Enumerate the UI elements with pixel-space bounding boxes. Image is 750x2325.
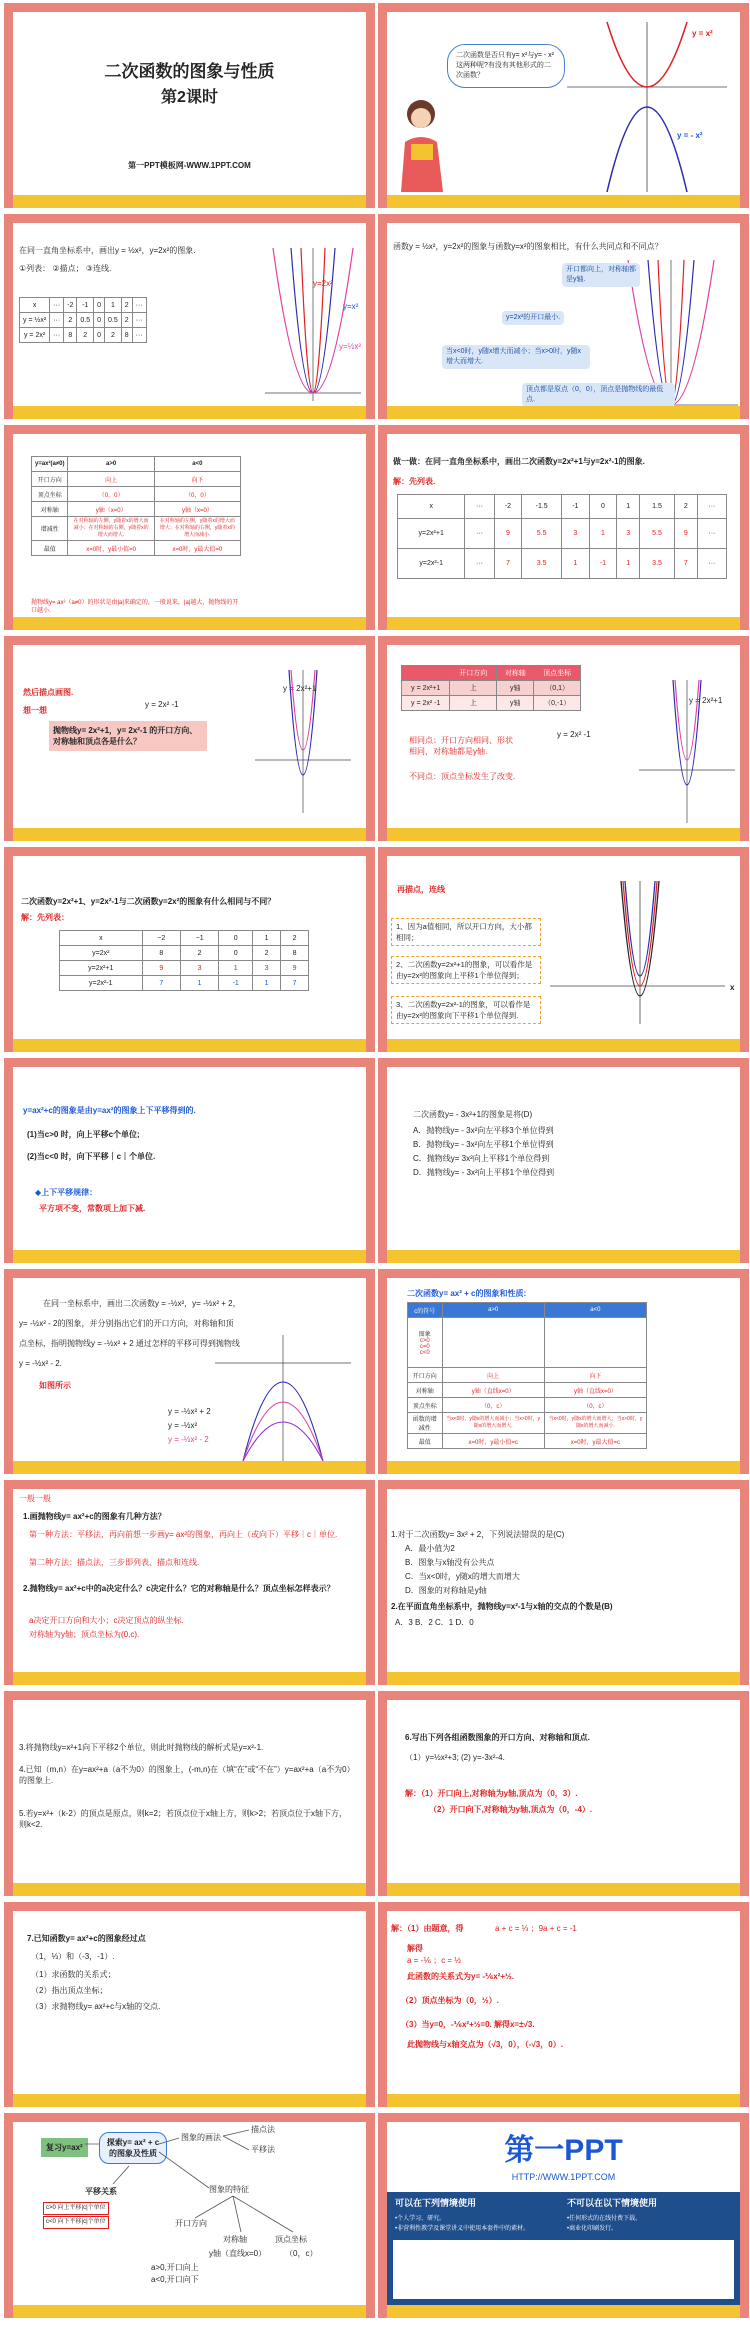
part-2: （2）指出顶点坐标； [31, 1986, 108, 1995]
options-2: A．3 B．2 C．1 D．0 [395, 1618, 474, 1627]
parabola-graph [253, 665, 353, 815]
rule-down: (2)当c<0 时，向下平移｜c｜个单位. [27, 1152, 156, 1161]
option-a: A．抛物线y= - 3x²向左平移3个单位得到 [413, 1126, 554, 1135]
label-x2: y=x² [343, 302, 359, 311]
label-y-neg-x2: y = - x² [677, 131, 703, 140]
slide-2 [378, 3, 749, 208]
can-title: 可以在下列情境使用 [395, 2198, 477, 2208]
question-box: 抛物线y= 2x²+1，y= 2x²-1 的开口方向、对称轴和顶点各是什么？ [49, 721, 207, 751]
option-d: D．抛物线y= - 3x²向上平移1个单位得到 [413, 1168, 555, 1177]
problem-line-4: y = -½x² - 2. [19, 1359, 62, 1368]
open-node: 开口方向 [175, 2219, 207, 2228]
answer-method-1: 第一种方法：平移法，再向前想一步画y= ax²的图象，再向上（或向下）平移｜c｜单位. [29, 1530, 338, 1539]
equation-system: a + c = ⅓ ；9a + c = -1 [495, 1924, 577, 1933]
slide-8 [378, 636, 749, 841]
point-1: 1、因为a值相同，所以开口方向，大小都相同； [391, 918, 541, 946]
table-title: 二次函数y= ax² + c的图象和性质: [407, 1289, 527, 1298]
question-text: 函数y = ½x²，y=2x²的图象与函数y=x²的图象相比，有什么共同点和不同点？ [393, 242, 663, 251]
slide-18 [378, 1691, 749, 1896]
question-1: 1.对于二次函数y= 3x² + 2，下列说法错误的是(C) [391, 1530, 565, 1539]
rule-up: (1)当c>0 时，向上平移c个单位; [27, 1130, 140, 1139]
same-text: 相同点：开口方向相同、形状相同，对称轴都是y轴. [409, 736, 513, 756]
label-minus2: y = -½x² - 2 [168, 1435, 209, 1444]
think-label: 想一想 [23, 706, 47, 715]
draw-node: 图象的画法 [181, 2133, 221, 2142]
label-2x2: y=2x² [313, 279, 333, 288]
question-6: 6.写出下列各组函数图象的开口方向、对称轴和顶点. [405, 1733, 590, 1742]
label-plus2: y = -½x² + 2 [168, 1407, 211, 1416]
slide-9 [4, 847, 375, 1052]
slide-12 [378, 1058, 749, 1263]
part-3: （3）求抛物线y= ax²+c与x轴的交点. [31, 2002, 161, 2011]
comparison-table: 开口方向 对称轴 顶点坐标 y = 2x²+1 上 y轴 （0,1） y = 2x² -1 上 y轴 （0,-1） [401, 665, 581, 711]
slide-6 [378, 425, 749, 630]
callout-narrowest: y=2x²的开口最小. [502, 311, 564, 325]
intro-text: 在同一直角坐标系中，画出y = ½x²，y=2x²的图象. [19, 246, 196, 255]
slide-22 [378, 2113, 749, 2318]
question-5: 5.若y=x²+（k-2）的顶点是原点，则k=2；若顶点位于x轴上方，则k>2；若顶点位于x轴下方，则k<2. [19, 1809, 348, 1829]
can-item-1: •个人学习、研究。 [395, 2216, 446, 2222]
logo-url: HTTP://WWW.1PPT.COM [511, 2172, 616, 2182]
relation-node: 平移关系 [85, 2187, 117, 2196]
can-item-2: •非营利性教学及课堂讲义中使用本套件中的素材。 [395, 2226, 530, 2232]
vertex-value: （0，c） [285, 2249, 318, 2258]
parts-text: （1）y=½x²+3; (2) y=-3x²-4. [405, 1753, 505, 1762]
question-3: 3.将抛物线y=x²+1向下平移2个单位，则此时抛物线的解析式是y=x²-1. [19, 1743, 264, 1752]
answer-2: （2）开口向下,对称轴为y轴,顶点为（0，-4）. [429, 1805, 593, 1814]
slide-10 [378, 847, 749, 1052]
answer-label: 解：先列表： [21, 913, 69, 922]
function-result: 此函数的关系式为y= -⅙x²+½. [407, 1972, 514, 1981]
answer-2b: 对称轴为y轴；顶点坐标为(0,c). [29, 1630, 140, 1639]
teacher-illustration [393, 92, 453, 192]
value-table: x ··· -2 -1.5 -1 0 1 1.5 2 ··· y=2x²+1 ··· 9 5.5 3 1 3 5.5 9 ··· y=2x²-1 ··· 7 3.5 1 -1 1 3.5 7 ··· [397, 494, 727, 579]
slide-subtitle: 第2课时 [161, 89, 218, 106]
label-y-x2: y = x² [692, 29, 713, 38]
figure-note: 如图所示 [39, 1381, 71, 1390]
question-2: 2.抛物线y= ax²+c中的a决定什么？c决定什么？它的对称轴是什么？顶点坐标怎样表示？ [23, 1584, 335, 1593]
points-text: （1，⅓）和（-3，-1）. [31, 1952, 115, 1961]
x-axis-label: x [730, 983, 735, 992]
question-text: 二次函数y= - 3x²+1的图象是将(D) [413, 1110, 533, 1119]
option-a: A．最小值为2 [405, 1544, 455, 1553]
label-2x2-plus1: y = 2x²+1 [689, 696, 723, 705]
parabola-graph [545, 876, 735, 1026]
slide-13 [4, 1269, 375, 1474]
question-2: 2.在平面直角坐标系中，抛物线y=x²-1与x轴的交点的个数是(B) [391, 1602, 613, 1611]
axis-value: y轴（直线x=0） [209, 2249, 267, 2258]
slide-16 [378, 1480, 749, 1685]
cannot-title: 不可以在以下情境使用 [567, 2198, 658, 2208]
question-4: 4.已知（m,n）在y=ax²+a（a不为0）的图象上，(-m,n)在（填“在”或“不在”）y=ax²+a（a不为0）的图象上. [19, 1765, 351, 1785]
answer-2a: a决定开口方向和大小；c决定顶点的纵坐标. [29, 1616, 184, 1625]
method-1: 描点法 [251, 2125, 275, 2134]
steps-text: ①列表： ②描点； ③连线. [19, 264, 112, 273]
label-half-x2: y=½x² [339, 342, 362, 351]
solution-values: a = -⅙ ；c = ½ [407, 1956, 461, 1965]
rule-title: ◆上下平移规律： [35, 1188, 98, 1197]
center-node: 探索y= ax² + c的图象及性质 [99, 2132, 167, 2164]
slide-15 [4, 1480, 375, 1685]
logo-text: 第一PPT [504, 2134, 623, 2167]
method-2: 平移法 [251, 2145, 275, 2154]
answer-method-2: 第二种方法：描点法，三步即列表、描点和连线. [29, 1558, 200, 1567]
open-up: a>0,开口向上 [151, 2263, 199, 2272]
open-down: a<0,开口向下 [151, 2275, 199, 2284]
value-table: x ··· -2 -1 0 1 2 ··· y = ½x² ··· 2 0.5 0 0.5 2 ··· y = 2x² ··· 8 2 0 2 8 ··· [19, 297, 147, 343]
rule-text: y=ax²+c的图象是由y=ax²的图象上下平移得到的. [23, 1106, 196, 1115]
feature-node: 图象的特征 [209, 2185, 249, 2194]
slide-20 [378, 1902, 749, 2107]
vertex-result: （2）顶点坐标为（0，½）. [401, 1996, 499, 2005]
properties-table: y=ax²(a≠0) a>0 a<0 开口方向 向上 向下 顶点坐标 （0，0） （0，0） 对称轴 y轴（x=0） y轴（x=0） 增减性 在对称轴的左侧，y随着x的增大而减小；在对称轴的右侧，y随着x的增大而增大. 在对称轴的左侧，y随着x的增大而增大；在对称轴的右侧，y随着x的增大而减小. 最值 x=0时，y最小值=0 x=0时，y最大值=0 [31, 456, 241, 556]
slide-5 [4, 425, 375, 630]
problem-line-2: y= -½x² - 2的图象，并分别指出它们的开口方向，对称轴和顶 [19, 1319, 234, 1328]
problem-line-1: 在同一坐标系中，画出二次函数y = -½x²，y= -½x² + 2， [43, 1299, 241, 1308]
label-2x2-plus1: y = 2x²+1 [283, 684, 317, 693]
problem-line-3: 点坐标，指明抛物线y = -½x² + 2 通过怎样的平移可得到抛物线 [19, 1339, 240, 1348]
question-1: 1.画抛物线y= ax²+c的图象有几种方法？ [23, 1512, 166, 1521]
rule-mnemonic: 平方项不变，常数项上加下减. [39, 1204, 146, 1213]
note-text: 抛物线y= ax²（a≠0）的形状是由|a|来确定的，一般说来，|a|越大，抛物线的开口越小. [31, 600, 239, 614]
part-1: （1）求函数的关系式； [31, 1970, 116, 1979]
cannot-item-1: •任何形式的在线付费下载。 [567, 2216, 642, 2222]
question-text: 做一做：在同一直角坐标系中，画出二次函数y=2x²+1与y=2x²-1的图象. [393, 457, 645, 466]
tag-text: 一般一般 [19, 1494, 51, 1503]
slide-11 [4, 1058, 375, 1263]
callout-vertex: 顶点都是原点（0，0），顶点是抛物线的最低点. [522, 383, 675, 406]
speech-bubble: 二次函数是否只有y= x²与y= - x²这两种呢?有没有其他形式的二次函数？ [447, 44, 565, 88]
option-b: B．抛物线y= - 3x²向左平移1个单位得到 [413, 1140, 554, 1149]
label-base: y = -½x² [168, 1421, 198, 1430]
slide-17 [4, 1691, 375, 1896]
option-d: D．图象的对称轴是y轴 [405, 1586, 487, 1595]
label-2x2-minus1: y = 2x² -1 [145, 700, 179, 709]
slide-21 [4, 2113, 375, 2318]
slide-7 [4, 636, 375, 841]
slide-14 [378, 1269, 749, 1474]
callout-monotonicity: 当x<0时，y随x增大而减小；当x>0时，y随x增大而增大. [442, 345, 590, 369]
question-text: 二次函数y=2x²+1、y=2x²-1与二次函数y=2x²的图象有什么相同与不同？ [21, 897, 276, 906]
parabola-graph [213, 1333, 353, 1461]
answer-label: 解：先列表. [393, 477, 436, 486]
value-table: x −2 −1 0 1 2 y=2x² 8 2 0 2 8 y=2x²+1 9 3 1 3 9 y=2x²-1 7 1 -1 1 7 [59, 930, 309, 991]
solution-start: 解：（1）由题意，得 [391, 1924, 464, 1933]
vertex-node: 顶点坐标 [275, 2235, 307, 2244]
option-c: C．当x<0时，y随x的增大而增大 [405, 1572, 520, 1581]
connect-text: 再描点，连线 [397, 885, 445, 894]
properties-table: c的符号 a>0 a<0 图象 c>0 c=0 c<0 开口方向 向上 向下 对称轴 y轴（直线x=0） y轴（直线x=0） 顶点坐标 （0，c） （0，c） 函数的增减性 当x<0时，y随x的增大而减小；当x>0时，y随x的增大而增大. 当x<0时，y随x的增大而增大；当x>0时，y随x的增大而减小. 最值 x=0时，y最小值=c x=0时，y最大值=c [407, 1302, 647, 1449]
diff-text: 不同点：顶点坐标发生了改变. [409, 772, 516, 781]
label-2x2-minus1: y = 2x² -1 [557, 730, 591, 739]
question-7: 7.已知函数y= ax²+c的图象经过点 [27, 1934, 146, 1943]
shift-up: c>0 向上平移|c|个单位 [43, 2202, 109, 2215]
solved-label: 解得 [407, 1944, 423, 1953]
mindmap-lines [13, 2122, 366, 2305]
solve-y0: （3）当y=0，-⅙x²+½=0. 解得x=±√3. [401, 2020, 535, 2029]
draw-text: 然后描点画图. [23, 688, 74, 697]
answer-1: 解：（1）开口向上,对称轴为y轴,顶点为（0，3）. [405, 1789, 578, 1798]
axis-node: 对称轴 [223, 2235, 247, 2244]
slide-1 [4, 3, 375, 208]
shift-down: c<0 向下平移|c|个单位 [43, 2216, 109, 2229]
review-node: 复习y=ax² [41, 2138, 88, 2157]
parabola-graph [263, 243, 363, 403]
parabola-graph [562, 17, 732, 195]
parabola-graph [637, 675, 737, 825]
slide-3 [4, 214, 375, 419]
cannot-item-2: •商业化印刷发行。 [567, 2226, 618, 2232]
point-2: 2、二次函数y=2x²+1的图象，可以看作是由y=2x²的图象向上平移1个单位得到； [391, 956, 541, 984]
intersection-result: 此抛物线与x轴交点为（√3，0），（-√3，0）. [407, 2040, 563, 2049]
point-3: 3、二次函数y=2x²-1的图象，可以看作是由y=2x²的图象向下平移1个单位得到. [391, 996, 541, 1024]
slide-title: 二次函数的图象与性质 [104, 62, 275, 81]
footer-text: 第一PPT模板网-WWW.1PPT.COM [128, 161, 251, 170]
slide-4 [378, 214, 749, 419]
callout-common: 开口都向上，对称轴都是y轴. [562, 263, 640, 287]
slide-19 [4, 1902, 375, 2107]
option-c: C．抛物线y= 3x²向上平移1个单位得到 [413, 1154, 550, 1163]
option-b: B．图象与x轴没有公共点 [405, 1558, 495, 1567]
